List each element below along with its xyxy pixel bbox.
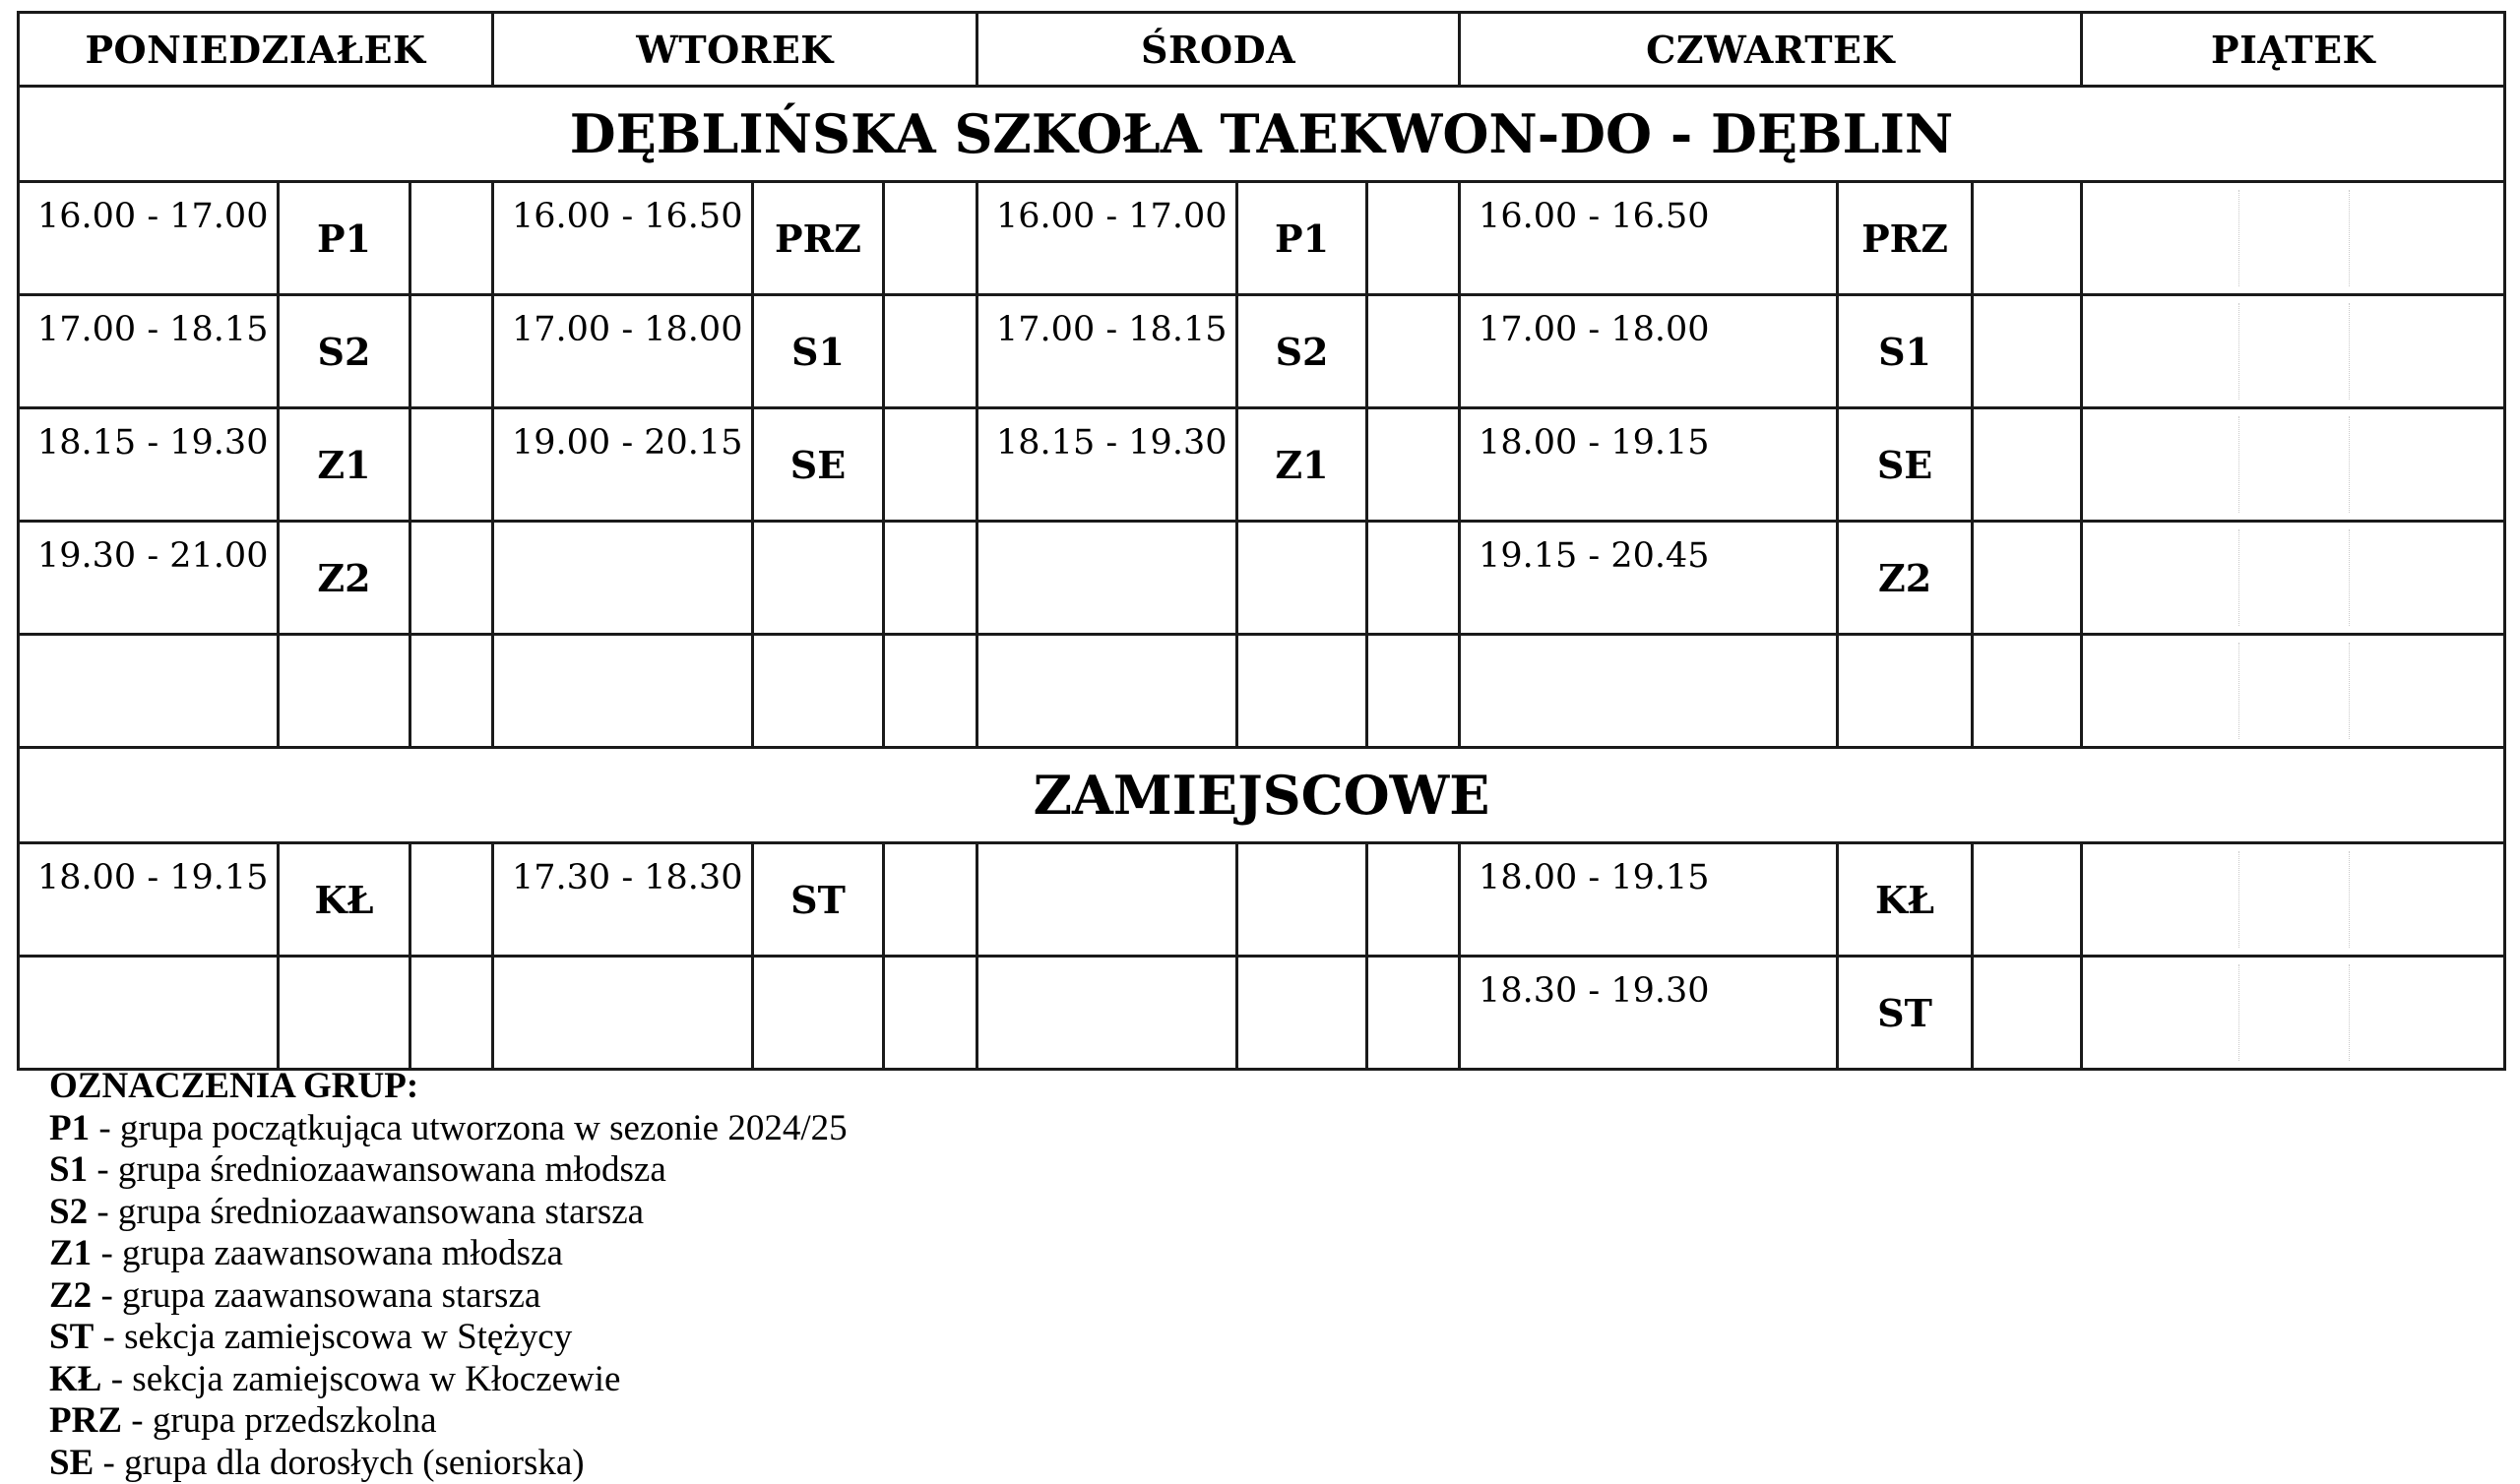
empty-cell bbox=[410, 408, 493, 522]
legend-code: ST bbox=[49, 1317, 94, 1357]
time-cell bbox=[493, 635, 753, 748]
time-cell bbox=[977, 635, 1237, 748]
time-cell: 18.00 - 19.15 bbox=[1460, 843, 1838, 957]
time-cell: 18.15 - 19.30 bbox=[19, 408, 279, 522]
legend-item bbox=[49, 1149, 848, 1192]
empty-cell bbox=[1367, 843, 1460, 957]
empty-cell bbox=[884, 522, 977, 635]
day-header-friday: PIĄTEK bbox=[2082, 13, 2505, 87]
empty-cell bbox=[1367, 635, 1460, 748]
time-cell: 16.00 - 16.50 bbox=[1460, 182, 1838, 295]
empty-cell bbox=[1367, 295, 1460, 408]
time-cell: 17.30 - 18.30 bbox=[493, 843, 753, 957]
group-cell bbox=[753, 635, 884, 748]
group-cell: SE bbox=[753, 408, 884, 522]
legend-item bbox=[49, 1359, 848, 1401]
legend-description: - grupa dla dorosłych (seniorska) bbox=[94, 1442, 585, 1483]
group-cell: P1 bbox=[1237, 182, 1367, 295]
time-cell: 16.00 - 16.50 bbox=[493, 182, 753, 295]
group-cell: P1 bbox=[279, 182, 410, 295]
day-header-thursday: CZWARTEK bbox=[1460, 13, 2082, 87]
empty-cell bbox=[884, 182, 977, 295]
time-cell: 18.30 - 19.30 bbox=[1460, 957, 1838, 1070]
empty-cell bbox=[1973, 635, 2082, 748]
schedule-row bbox=[19, 295, 2505, 408]
empty-cell bbox=[884, 843, 977, 957]
friday-cell bbox=[2082, 635, 2505, 748]
time-cell: 19.15 - 20.45 bbox=[1460, 522, 1838, 635]
time-cell: 18.00 - 19.15 bbox=[19, 843, 279, 957]
time-cell: 18.15 - 19.30 bbox=[977, 408, 1237, 522]
group-cell bbox=[279, 635, 410, 748]
schedule-row bbox=[19, 957, 2505, 1070]
friday-cell bbox=[2082, 522, 2505, 635]
group-cell: S1 bbox=[1838, 295, 1973, 408]
legend-code: P1 bbox=[49, 1107, 91, 1148]
group-cell: SE bbox=[1838, 408, 1973, 522]
time-cell: 16.00 - 17.00 bbox=[977, 182, 1237, 295]
time-cell: 19.00 - 20.15 bbox=[493, 408, 753, 522]
group-cell bbox=[753, 957, 884, 1070]
time-cell bbox=[19, 957, 279, 1070]
day-header-tuesday: WTOREK bbox=[493, 13, 977, 87]
legend-description: - grupa zaawansowana młodsza bbox=[92, 1233, 563, 1273]
legend-title: OZNACZENIA GRUP: bbox=[49, 1066, 419, 1106]
group-cell: KŁ bbox=[1838, 843, 1973, 957]
legend-code: KŁ bbox=[49, 1358, 102, 1399]
empty-cell bbox=[1973, 843, 2082, 957]
empty-cell bbox=[884, 295, 977, 408]
group-cell: S2 bbox=[1237, 295, 1367, 408]
legend-description: - sekcja zamiejscowa w Kłoczewie bbox=[101, 1358, 621, 1399]
time-cell bbox=[493, 957, 753, 1070]
schedule-row bbox=[19, 408, 2505, 522]
group-cell: Z2 bbox=[279, 522, 410, 635]
friday-cell bbox=[2082, 182, 2505, 295]
time-cell: 18.00 - 19.15 bbox=[1460, 408, 1838, 522]
empty-cell bbox=[1973, 522, 2082, 635]
empty-cell bbox=[410, 957, 493, 1070]
group-cell: ST bbox=[1838, 957, 1973, 1070]
friday-cell bbox=[2082, 957, 2505, 1070]
group-cell: PRZ bbox=[753, 182, 884, 295]
group-cell: Z2 bbox=[1838, 522, 1973, 635]
friday-cell bbox=[2082, 295, 2505, 408]
day-header-row bbox=[19, 13, 2505, 87]
schedule-table bbox=[17, 11, 2506, 1071]
legend-item bbox=[49, 1192, 848, 1234]
empty-cell bbox=[410, 295, 493, 408]
empty-cell bbox=[1367, 522, 1460, 635]
time-cell bbox=[1460, 635, 1838, 748]
time-cell: 17.00 - 18.00 bbox=[1460, 295, 1838, 408]
time-cell bbox=[19, 635, 279, 748]
legend-description: - grupa średniozaawansowana starsza bbox=[88, 1191, 645, 1232]
legend-list bbox=[49, 1108, 848, 1484]
day-header-monday: PONIEDZIAŁEK bbox=[19, 13, 493, 87]
group-cell: Z1 bbox=[279, 408, 410, 522]
legend-description: - grupa zaawansowana starsza bbox=[92, 1274, 541, 1316]
empty-cell bbox=[1367, 957, 1460, 1070]
legend-item bbox=[49, 1317, 848, 1359]
group-cell: KŁ bbox=[279, 843, 410, 957]
empty-cell bbox=[1973, 957, 2082, 1070]
group-cell bbox=[1838, 635, 1973, 748]
friday-cell bbox=[2082, 843, 2505, 957]
legend-item bbox=[49, 1275, 848, 1318]
time-cell: 16.00 - 17.00 bbox=[19, 182, 279, 295]
group-cell bbox=[1237, 522, 1367, 635]
empty-cell bbox=[1367, 182, 1460, 295]
legend-code: Z2 bbox=[49, 1274, 93, 1316]
group-cell: Z1 bbox=[1237, 408, 1367, 522]
legend-description: - grupa średniozaawansowana młodsza bbox=[88, 1149, 666, 1190]
empty-cell bbox=[410, 182, 493, 295]
school-title: DĘBLIŃSKA SZKOŁA TAEKWON-DO - DĘBLIN bbox=[19, 87, 2505, 182]
schedule-row bbox=[19, 522, 2505, 635]
group-cell: ST bbox=[753, 843, 884, 957]
legend-item bbox=[49, 1233, 848, 1275]
group-cell: PRZ bbox=[1838, 182, 1973, 295]
schedule-row bbox=[19, 843, 2505, 957]
day-header-wednesday: ŚRODA bbox=[977, 13, 1460, 87]
empty-cell bbox=[410, 843, 493, 957]
group-cell bbox=[279, 957, 410, 1070]
time-cell: 17.00 - 18.15 bbox=[977, 295, 1237, 408]
legend-item bbox=[49, 1443, 848, 1484]
group-cell bbox=[1237, 635, 1367, 748]
legend-description: - grupa przedszkolna bbox=[122, 1400, 437, 1441]
legend-item bbox=[49, 1108, 848, 1150]
empty-cell bbox=[410, 635, 493, 748]
time-cell: 19.30 - 21.00 bbox=[19, 522, 279, 635]
group-cell: S1 bbox=[753, 295, 884, 408]
empty-cell bbox=[410, 522, 493, 635]
time-cell: 17.00 - 18.00 bbox=[493, 295, 753, 408]
group-cell bbox=[1237, 957, 1367, 1070]
legend-description: - sekcja zamiejscowa w Stężycy bbox=[94, 1317, 573, 1357]
legend-code: SE bbox=[49, 1442, 94, 1483]
group-cell: S2 bbox=[279, 295, 410, 408]
legend-description: - grupa początkująca utworzona w sezonie 2024/25 bbox=[90, 1107, 848, 1148]
friday-cell bbox=[2082, 408, 2505, 522]
group-legend bbox=[49, 1066, 848, 1484]
schedule-row bbox=[19, 635, 2505, 748]
legend-code: S2 bbox=[49, 1191, 89, 1232]
empty-cell bbox=[884, 408, 977, 522]
away-title-row bbox=[19, 748, 2505, 843]
group-cell bbox=[753, 522, 884, 635]
empty-cell bbox=[1973, 182, 2082, 295]
time-cell: 17.00 - 18.15 bbox=[19, 295, 279, 408]
legend-item bbox=[49, 1400, 848, 1443]
time-cell bbox=[977, 843, 1237, 957]
away-title: ZAMIEJSCOWE bbox=[19, 748, 2505, 843]
empty-cell bbox=[884, 957, 977, 1070]
schedule-row bbox=[19, 182, 2505, 295]
empty-cell bbox=[1367, 408, 1460, 522]
time-cell bbox=[977, 957, 1237, 1070]
legend-code: Z1 bbox=[49, 1233, 93, 1273]
time-cell bbox=[493, 522, 753, 635]
legend-code: PRZ bbox=[49, 1400, 122, 1441]
empty-cell bbox=[1973, 295, 2082, 408]
school-title-row bbox=[19, 87, 2505, 182]
empty-cell bbox=[1973, 408, 2082, 522]
empty-cell bbox=[884, 635, 977, 748]
legend-code: S1 bbox=[49, 1149, 89, 1190]
time-cell bbox=[977, 522, 1237, 635]
group-cell bbox=[1237, 843, 1367, 957]
